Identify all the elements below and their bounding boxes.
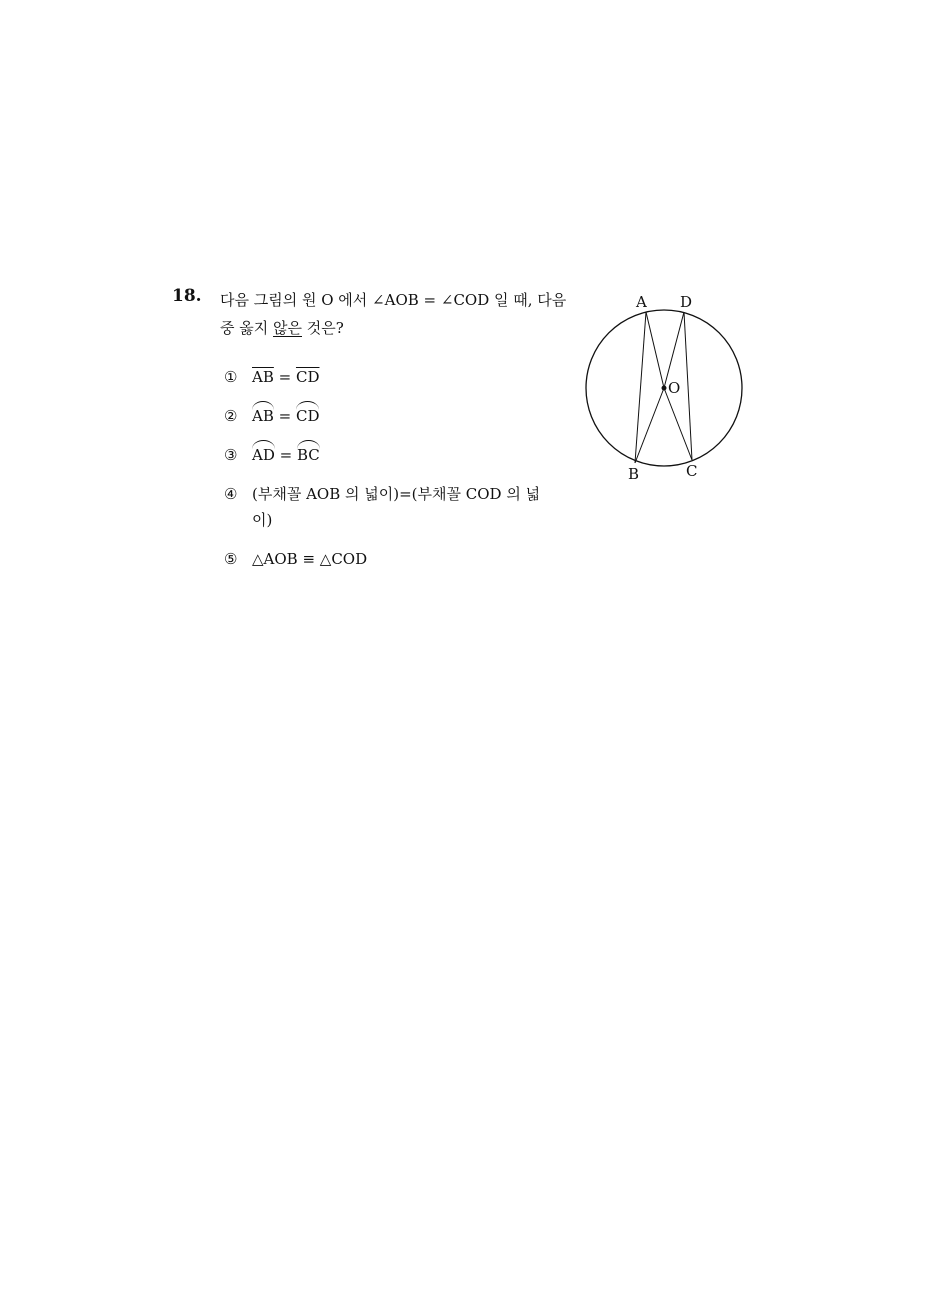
choice-4-mark: ④ bbox=[224, 485, 238, 503]
choice-4[interactable] bbox=[224, 481, 544, 533]
choice-2[interactable] bbox=[224, 403, 544, 429]
question-text-part2: 것은? bbox=[302, 319, 344, 337]
center-point bbox=[662, 386, 667, 391]
choice-4-text: (부채꼴 AOB 의 넓이)=(부채꼴 COD 의 넓이) bbox=[252, 485, 541, 529]
arc-ad: AD bbox=[252, 442, 275, 468]
choice-3[interactable] bbox=[224, 442, 544, 468]
choice-5-mark: ⑤ bbox=[224, 550, 238, 568]
choice-1[interactable] bbox=[224, 364, 544, 390]
choice-5-text: △AOB ≡ △COD bbox=[252, 550, 368, 568]
label-d: D bbox=[680, 293, 693, 311]
segment-oa bbox=[646, 312, 664, 388]
label-c: C bbox=[686, 462, 698, 480]
choice-2-mark: ② bbox=[224, 407, 238, 425]
chord-ab bbox=[635, 312, 646, 463]
arc-ab: AB bbox=[252, 403, 274, 429]
question-number: 18. bbox=[172, 286, 202, 306]
chord-dc bbox=[684, 312, 692, 460]
segment-cd: $\overline{CD}$ bbox=[295, 368, 320, 386]
choice-2-op: = bbox=[273, 407, 296, 425]
label-b: B bbox=[628, 465, 640, 483]
choice-3-mark: ③ bbox=[224, 446, 238, 464]
question-text bbox=[220, 286, 570, 342]
arc-cd: CD bbox=[296, 403, 320, 429]
label-a: A bbox=[636, 293, 647, 311]
choice-3-op: = bbox=[274, 446, 297, 464]
segment-od bbox=[664, 312, 684, 388]
arc-bc: BC bbox=[297, 442, 320, 468]
segment-ab: $\overline{AB}$ bbox=[252, 368, 274, 386]
choice-1-op: = bbox=[273, 368, 296, 386]
segment-oc bbox=[664, 388, 692, 460]
choice-5[interactable] bbox=[224, 546, 544, 572]
choice-1-mark: ① bbox=[224, 368, 238, 386]
question-text-part1: 다음 그림의 원 O 에서 ∠AOB = ∠COD 일 때, 다음 중 옳지 bbox=[220, 291, 567, 337]
choice-list bbox=[224, 364, 544, 585]
question-text-underlined: 않은 bbox=[273, 319, 302, 337]
label-o: O bbox=[668, 379, 681, 397]
circle-figure bbox=[580, 290, 760, 490]
